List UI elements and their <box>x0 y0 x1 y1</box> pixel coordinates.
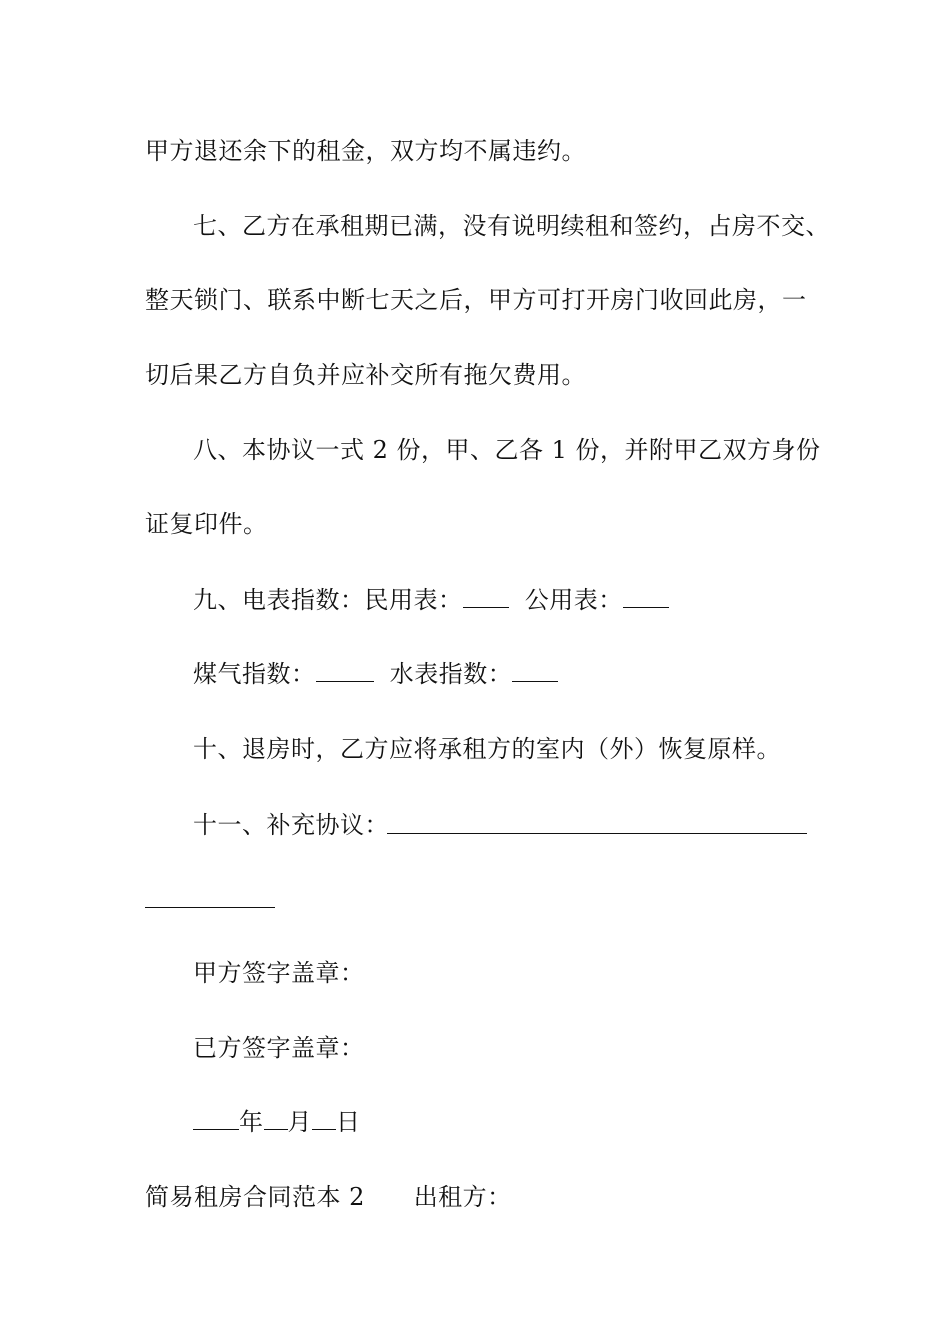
year-blank[interactable] <box>193 1109 239 1130</box>
gas-meter-blank[interactable] <box>316 661 374 682</box>
month-blank[interactable] <box>264 1109 288 1130</box>
next-contract-title: 简易租房合同范本 2 <box>145 1183 365 1211</box>
year-label: 年 <box>239 1108 264 1136</box>
clause-11-label: 十一、补充协议： <box>193 811 389 839</box>
clause-7-line-3: 切后果乙方自负并应补交所有拖欠费用。 <box>145 361 586 389</box>
gas-meter-label: 煤气指数： <box>193 660 316 688</box>
clause-9-gas-water-meter <box>193 659 558 689</box>
clause-10: 十、退房时，乙方应将承租方的室内（外）恢复原样。 <box>193 735 781 763</box>
clause-9-electric-meter <box>193 585 669 615</box>
public-meter-blank[interactable] <box>623 587 669 608</box>
lessor-label: 出租方： <box>413 1183 512 1211</box>
month-label: 月 <box>287 1108 312 1136</box>
electric-civil-label: 九、电表指数：民用表： <box>193 586 463 614</box>
water-meter-blank[interactable] <box>512 661 558 682</box>
day-label: 日 <box>336 1108 361 1136</box>
clause-8-line-1: 八、本协议一式 2 份，甲、乙各 1 份，并附甲乙双方身份 <box>193 436 821 464</box>
electric-public-label: 公用表： <box>524 586 623 614</box>
day-blank[interactable] <box>312 1109 336 1130</box>
paragraph-6-end: 甲方退还余下的租金，双方均不属违约。 <box>145 137 586 165</box>
clause-7-line-1: 七、乙方在承租期已满，没有说明续租和签约，占房不交、 <box>193 212 830 240</box>
clause-8-line-2: 证复印件。 <box>145 510 268 538</box>
party-b-signature: 已方签字盖章： <box>193 1034 365 1062</box>
supplementary-agreement-blank-2[interactable] <box>145 907 275 908</box>
date-line <box>193 1107 361 1137</box>
supplementary-agreement-blank-1[interactable] <box>387 833 807 834</box>
civil-meter-blank[interactable] <box>463 587 509 608</box>
party-a-signature: 甲方签字盖章： <box>193 959 365 987</box>
clause-7-line-2: 整天锁门、联系中断七天之后，甲方可打开房门收回此房，一 <box>145 286 807 314</box>
next-contract-heading <box>145 1182 512 1212</box>
water-meter-label: 水表指数： <box>389 660 513 688</box>
